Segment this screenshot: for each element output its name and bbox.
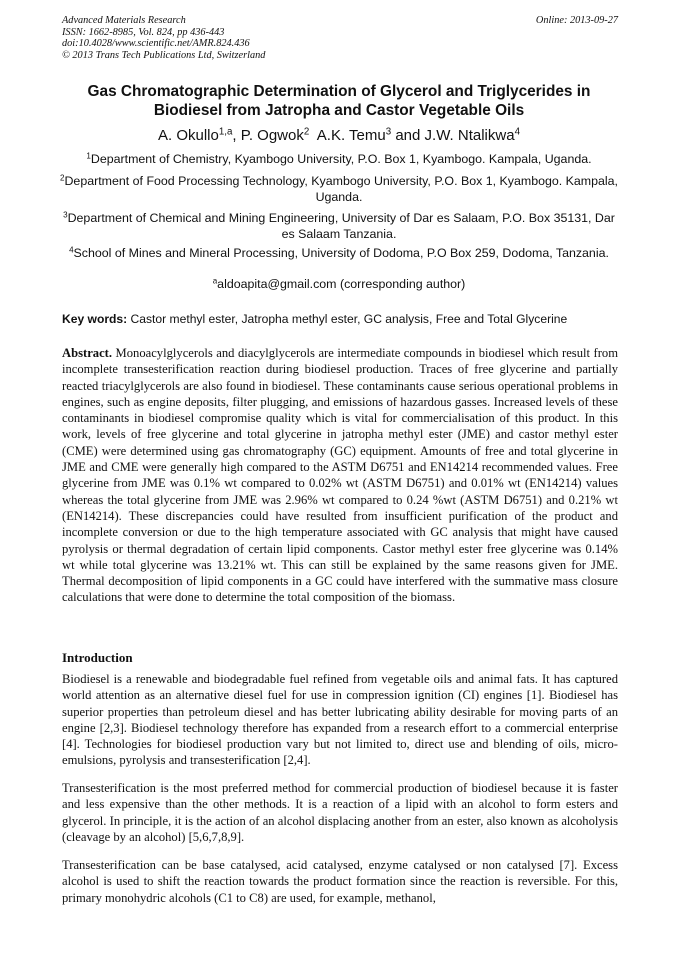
author-2-affil: 2 xyxy=(303,126,310,138)
paper-title xyxy=(40,82,638,120)
affiliation-2 xyxy=(60,174,618,205)
keywords-label: Key words: xyxy=(62,312,128,326)
affiliation-4-mark: 4 xyxy=(69,245,74,255)
journal-header xyxy=(62,15,618,61)
affiliation-4 xyxy=(60,246,618,262)
intro-paragraph-2: Transesterification is the most preferred method for commercial production of biodiesel because it is faster and less expensive than the other methods. It is a reaction of a lipid with an alcohol to form esters and glycerol. In principle, it is the action of an alcohol displacing another from an ester, also known as alcoholysis (cleavage by an alcohol) [5,6,7,8,9]. xyxy=(62,781,618,844)
online-date: Online: 2013-09-27 xyxy=(535,15,618,26)
affiliation-1-text: Department of Chemistry, Kyambogo University, P.O. Box 1, Kyambogo. Kampala, Uganda. xyxy=(90,152,592,166)
affiliation-3-mark: 3 xyxy=(63,210,68,220)
intro-paragraph-1: Biodiesel is a renewable and biodegradable fuel refined from vegetable oils and animal fats. It has captured world attention as an alternative diesel fuel for use in compression ignition (CI) engines [1]. Biodiesel has superior properties than petroleum diesel and has better lubricating ability desirable for moving parts of an engine [2,3]. Biodiesel technology therefore has expanded from a research effort to a commercial enterprise [4]. Technologies for biodiesel production vary but not limited to, direct use and blending of oils, micro-emulsions, pyrolysis and transesterification [2,4]. xyxy=(62,672,618,768)
affiliation-2-mark: 2 xyxy=(60,173,65,183)
email-text: aldoapita@gmail.com (corresponding author) xyxy=(217,277,466,291)
author-3: A.K. Temu xyxy=(309,127,386,144)
author-list xyxy=(40,126,638,145)
author-4-affil: 4 xyxy=(514,126,520,138)
affiliation-3-text: Department of Chemical and Mining Engineering, University of Dar es Salaam, P.O. Box 35131, Dar es Salaam Tanzania. xyxy=(67,211,615,241)
keywords-text: Castor methyl ester, Jatropha methyl ester, GC analysis, Free and Total Glycerine xyxy=(127,312,568,326)
author-1: A. Okullo xyxy=(158,127,219,144)
affiliation-3 xyxy=(60,211,618,242)
affiliation-1 xyxy=(60,152,618,168)
title-line-2: Biodiesel from Jatropha and Castor Vegetable Oils xyxy=(153,102,525,119)
abstract-text: Monoacylglycerols and diacylglycerols are intermediate compounds in biodiesel which result from incomplete transesterification reaction during biodiesel production. Traces of free glycerine and partially reacted triacylglycerols are also found in biodiesel. These contaminants cause serious operational problems in engines, such as engine deposits, filter plugging, and emissions of hazardous gasses. Increased levels of these contaminants in biodiesel compromise quality which is vital for commercialisation of this product. In this work, levels of free glycerine and total glycerine in jatropha methyl ester (JME) and castor methyl ester (CME) were determined using gas chromatography (GC) equipment. Amounts of free and total glycerine in JME and CME were generally high compared to the ASTM D6751 and EN14214 recommended values. Free glycerine from JME was 0.1% wt compared to 0.02% wt (ASTM D6751) and 0.01% wt (EN14214) values whereas the total glycerine from JME was 2.96% wt compared to 0.24 %wt (ASTM D6751) and 0.21% wt (EN14214). These discrepancies could have resulted from insufficient purification of the product and incomplete conversion or due to the high temperature associated with GC analysis that might have caused pyrolysis or thermal degradation of certain lipid components. Castor methyl ester free glycerine was 0.14% wt while total glycerine was 13.21% wt. This can still be explained by the same reasons given for JME. Thermal decomposition of lipid components in a GC could have interfered with the summative mass closure calculations that were done to determine the total composition of the biomass. xyxy=(62,346,618,605)
author-2: , P. Ogwok xyxy=(232,127,304,144)
copyright-line: © 2013 Trans Tech Publications Ltd, Switzerland xyxy=(62,49,266,61)
abstract-paragraph xyxy=(62,345,618,606)
affiliation-2-text: Department of Food Processing Technology, Kyambogo University, P.O. Box 1, Kyambogo. Kampala, Uganda. xyxy=(64,174,618,204)
email-mark: a xyxy=(212,276,218,286)
intro-paragraph-3: Transesterification can be base catalysed, acid catalysed, enzyme catalysed or non catalysed [7]. Excess alcohol is used to shift the reaction towards the product formation since the reaction is reversible. For this, primary monohydric alcohols (C1 to C8) are used, for example, methanol, xyxy=(62,858,618,905)
abstract-label: Abstract. xyxy=(62,346,113,360)
keywords xyxy=(62,311,622,327)
author-3-affil: 3 xyxy=(385,126,392,138)
corresponding-email xyxy=(60,277,618,293)
title-line-1: Gas Chromatographic Determination of Glycerol and Triglycerides in xyxy=(87,83,591,100)
introduction-heading: Introduction xyxy=(62,650,133,665)
author-4: and J.W. Ntalikwa xyxy=(391,127,515,144)
journal-name: Advanced Materials Research xyxy=(62,15,186,26)
affiliation-1-mark: 1 xyxy=(86,151,91,161)
issn-line: ISSN: 1662-8985, Vol. 824, pp 436-443 xyxy=(62,26,225,38)
doi-line: doi:10.4028/www.scientific.net/AMR.824.436 xyxy=(62,38,250,49)
author-1-affil: 1,a xyxy=(218,126,233,138)
affiliation-4-text: School of Mines and Mineral Processing, University of Dodoma, P.O Box 259, Dodoma, Tanzania. xyxy=(73,246,609,260)
